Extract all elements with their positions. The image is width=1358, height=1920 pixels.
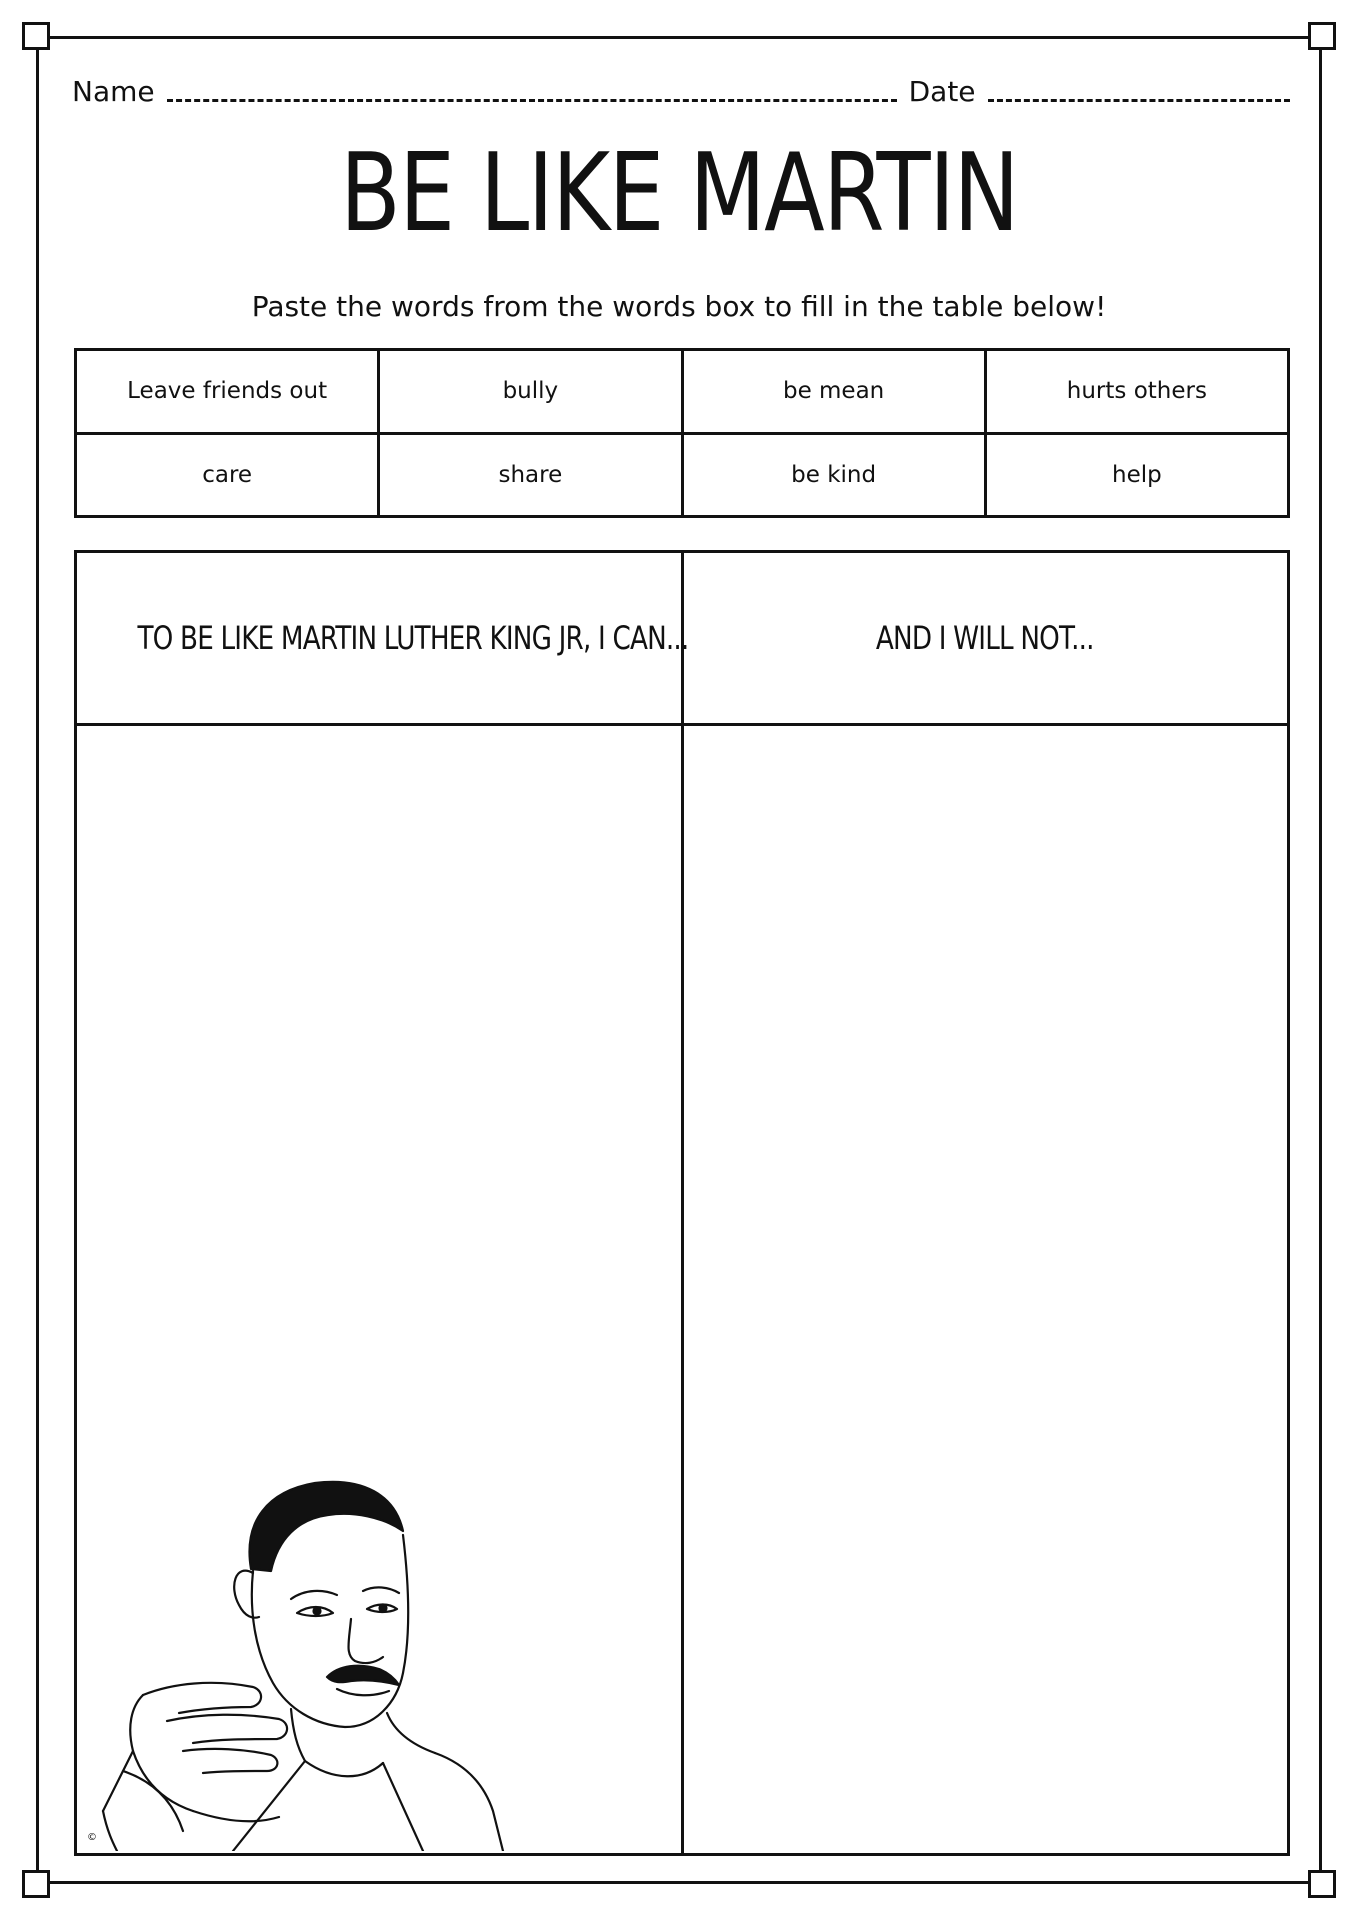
sorting-table bbox=[74, 550, 1290, 1856]
will-not-column-heading: AND I WILL NOT... bbox=[682, 552, 1289, 725]
page-title: BE LIKE MARTIN bbox=[339, 131, 1019, 256]
words-row bbox=[76, 433, 1289, 517]
word-cell: be kind bbox=[682, 433, 985, 517]
name-date-header bbox=[72, 64, 1290, 108]
word-cell: care bbox=[76, 433, 379, 517]
corner-square-icon bbox=[22, 1870, 50, 1898]
word-cell: hurts others bbox=[985, 350, 1288, 434]
name-field[interactable] bbox=[167, 99, 897, 102]
corner-square-icon bbox=[1308, 1870, 1336, 1898]
word-cell: bully bbox=[379, 350, 682, 434]
corner-square-icon bbox=[22, 22, 50, 50]
word-cell: help bbox=[985, 433, 1288, 517]
date-field[interactable] bbox=[988, 99, 1290, 102]
word-cell: Leave friends out bbox=[76, 350, 379, 434]
copyright-mark: © bbox=[87, 1832, 97, 1843]
date-label: Date bbox=[908, 75, 976, 108]
word-cell: be mean bbox=[682, 350, 985, 434]
name-label: Name bbox=[72, 75, 155, 108]
instructions: Paste the words from the words box to fill in the table below! bbox=[251, 290, 1107, 323]
will-not-column-area[interactable] bbox=[682, 725, 1289, 1855]
can-column-area[interactable] bbox=[76, 725, 683, 1855]
corner-square-icon bbox=[1308, 22, 1336, 50]
can-column-heading: TO BE LIKE MARTIN LUTHER KING JR, I CAN... bbox=[76, 552, 683, 725]
word-cell: share bbox=[379, 433, 682, 517]
words-row bbox=[76, 350, 1289, 434]
words-box bbox=[74, 348, 1290, 518]
martin-luther-king-portrait-icon bbox=[83, 1451, 563, 1851]
